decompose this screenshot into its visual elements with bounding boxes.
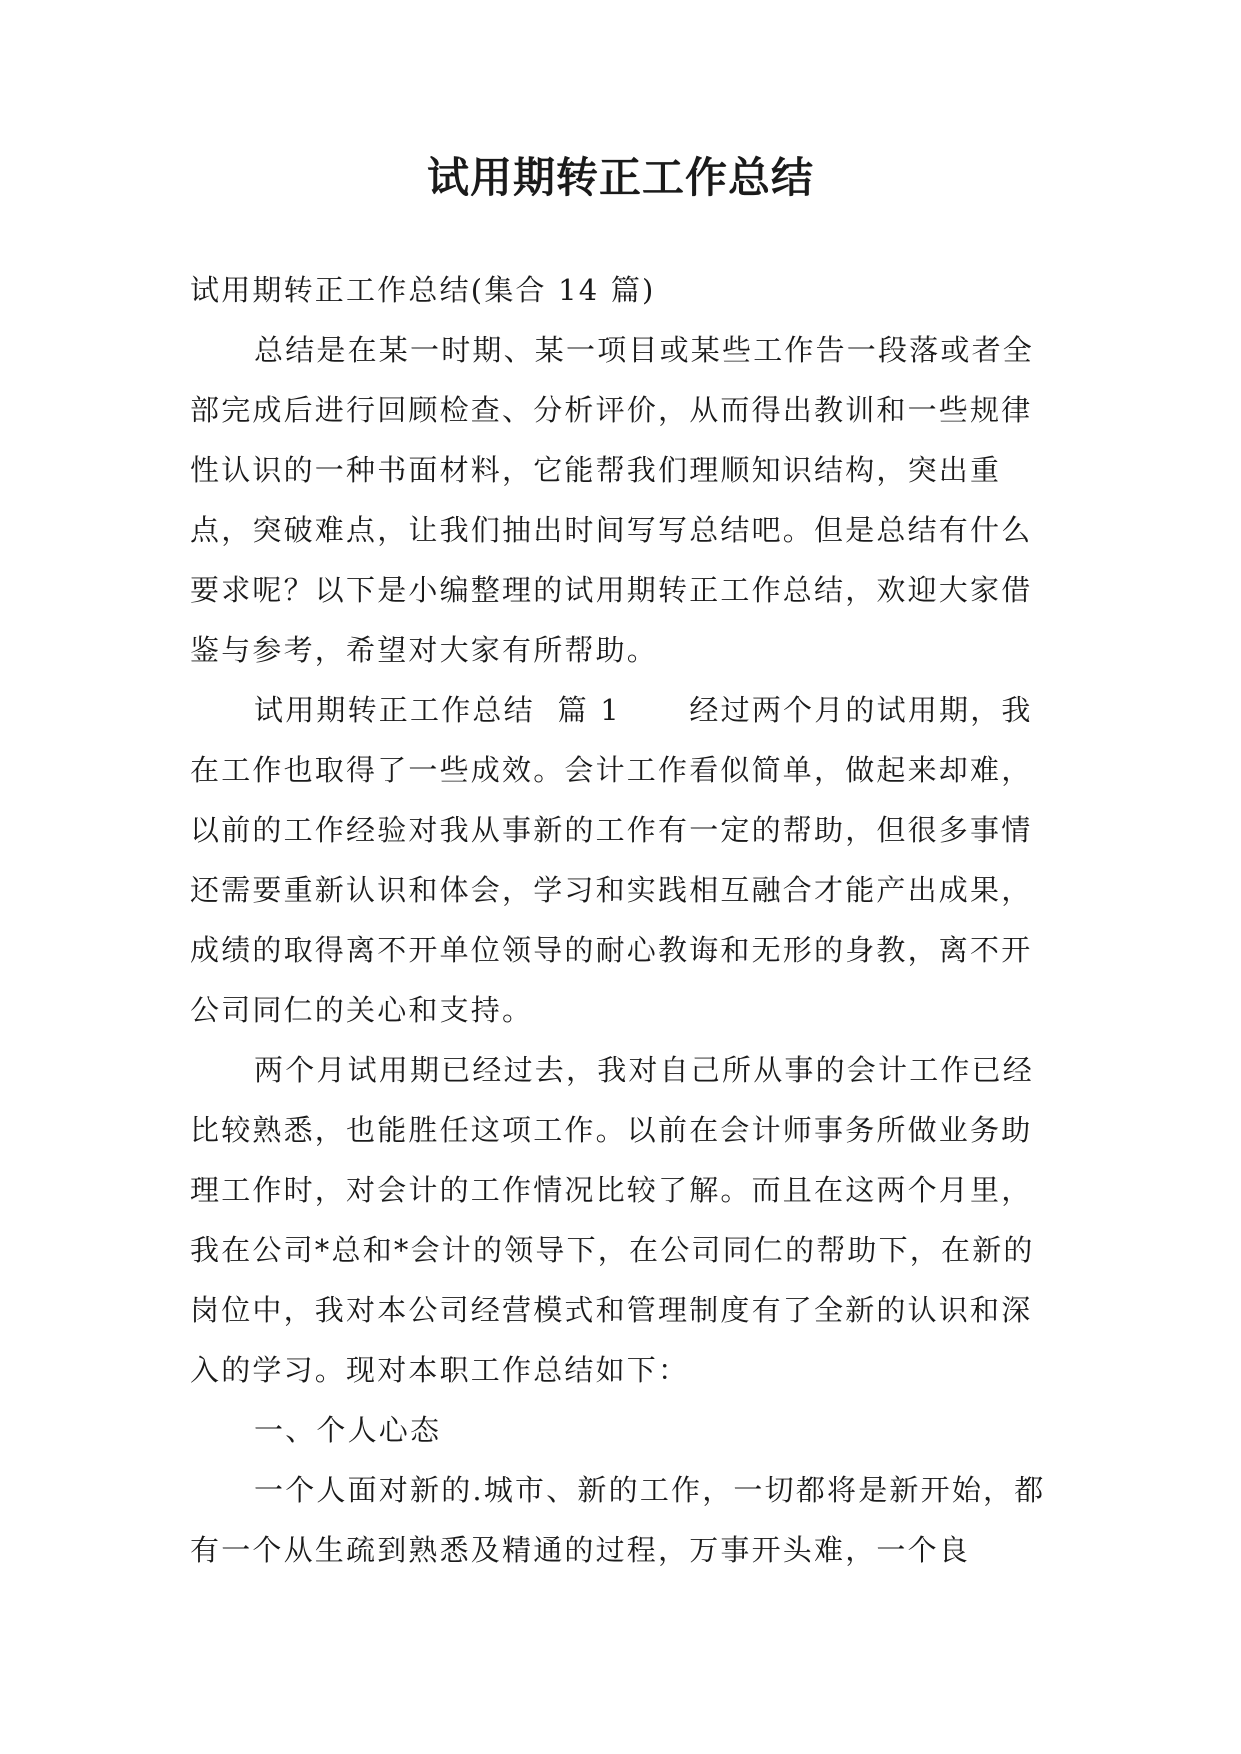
section-heading-mindset: 一、个人心态 xyxy=(254,1413,442,1447)
paragraph-mindset: 一个人面对新的.城市、新的工作，一切都将是新开始，都有一个从生疏到熟悉及精通的过程，万事开头难，一个良 xyxy=(190,1473,1046,1567)
document-body xyxy=(190,260,1050,1580)
paragraph-two-months: 两个月试用期已经过去，我对自己所从事的会计工作已经比较熟悉，也能胜任这项工作。以前在会计师事务所做业务助理工作时，对会计的工作情况比较了解。而且在这两个月里，我在公司*总和*会计的领导下，在公司同仁的帮助下，在新的岗位中，我对本公司经营模式和管理制度有了全新的认识和深入的学习。现对本职工作总结如下： xyxy=(190,1053,1035,1387)
paragraph-part-1: 试用期转正工作总结 篇 1 经过两个月的试用期，我在工作也取得了一些成效。会计工作看似简单，做起来却难，以前的工作经验对我从事新的工作有一定的帮助，但很多事情还需要重新认识和体会，学习和实践相互融合才能产出成果，成绩的取得离不开单位领导的耐心教诲和无形的身教，离不开公司同仁的关心和支持。 xyxy=(190,693,1033,1027)
document-subtitle: 试用期转正工作总结(集合 14 篇) xyxy=(190,273,656,307)
paragraph-intro: 总结是在某一时期、某一项目或某些工作告一段落或者全部完成后进行回顾检查、分析评价，从而得出教训和一些规律性认识的一种书面材料，它能帮我们理顺知识结构，突出重点，突破难点，让我们抽出时间写写总结吧。但是总结有什么要求呢？以下是小编整理的试用期转正工作总结，欢迎大家借鉴与参考，希望对大家有所帮助。 xyxy=(190,333,1035,667)
document-title: 试用期转正工作总结 xyxy=(426,153,814,202)
